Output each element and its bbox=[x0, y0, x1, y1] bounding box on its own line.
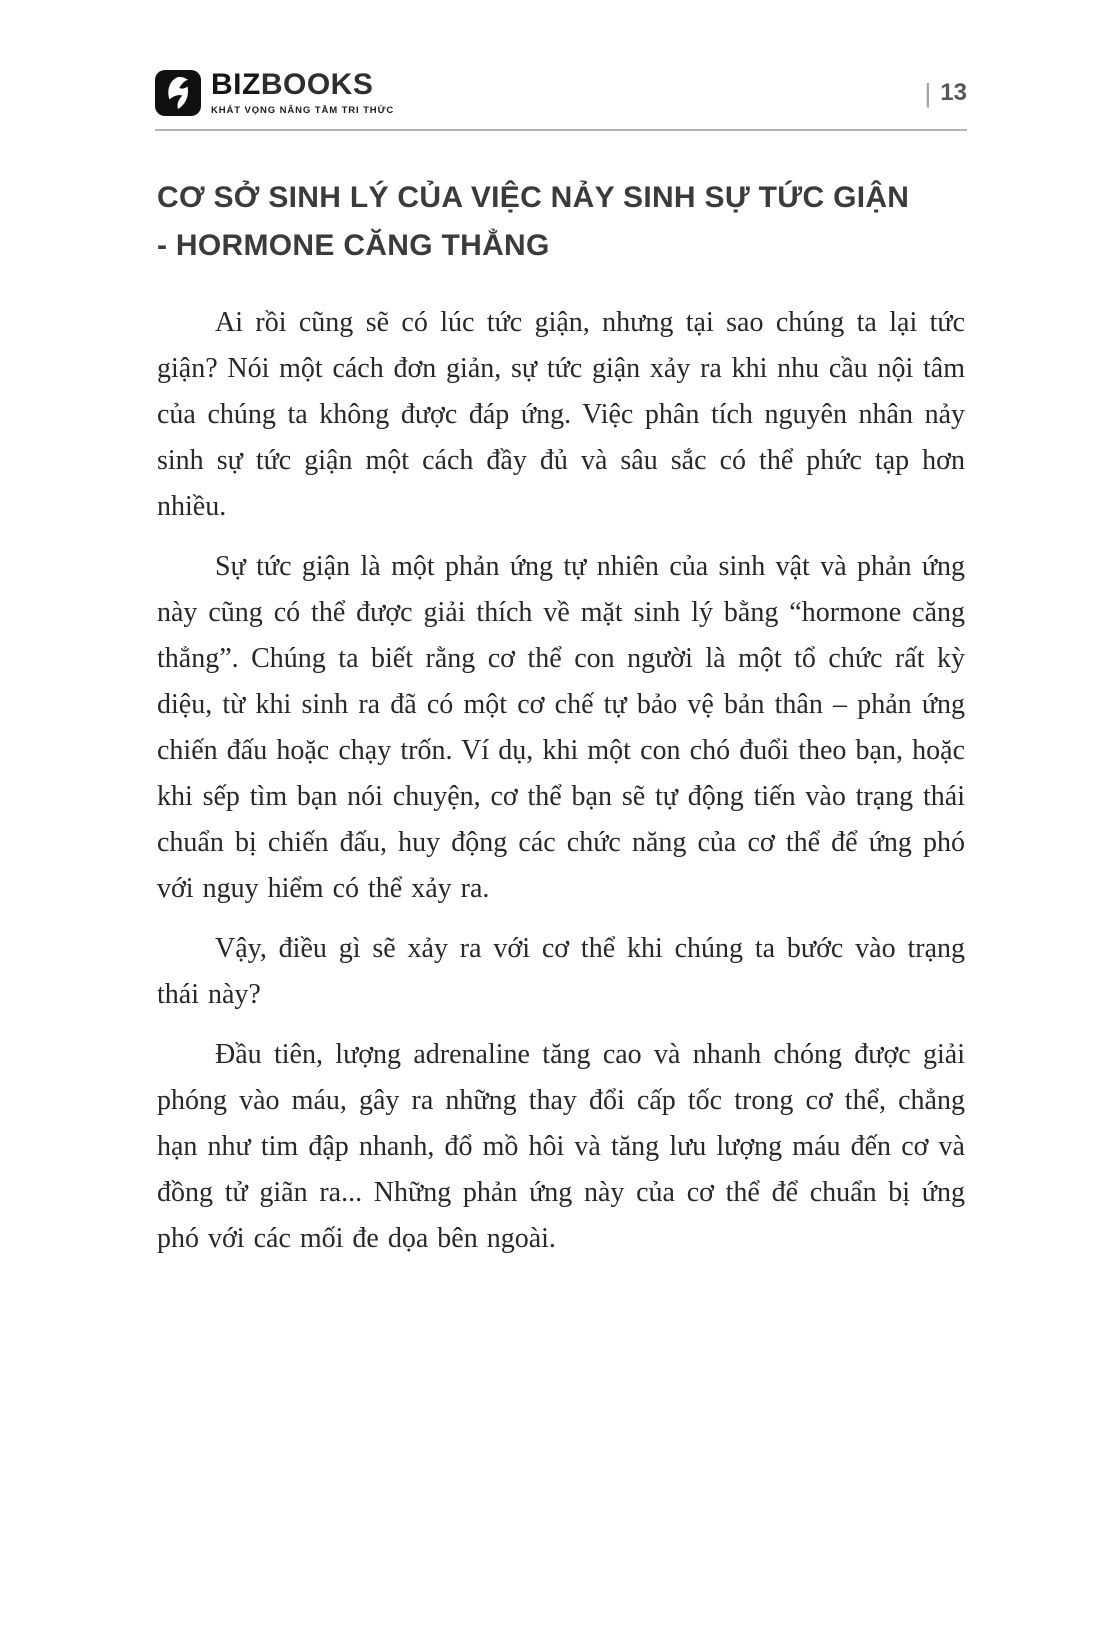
brand-tagline: KHÁT VỌNG NÂNG TẦM TRI THỨC bbox=[211, 105, 395, 116]
brand-text bbox=[211, 70, 394, 116]
chapter-heading-line-2: - HORMONE CĂNG THẲNG bbox=[157, 229, 550, 262]
publisher-brand bbox=[155, 70, 394, 116]
chapter-heading-line-1: CƠ SỞ SINH LÝ CỦA VIỆC NẢY SINH SỰ TỨC GIẬN bbox=[157, 181, 910, 214]
brand-name-biz: BIZ bbox=[211, 68, 261, 101]
page-number-divider: | bbox=[924, 78, 932, 108]
brand-name bbox=[211, 70, 394, 100]
paragraph: Ai rồi cũng sẽ có lúc tức giận, nhưng tại sao chúng ta lại tức giận? Nói một cách đơn giản, sự tức giận xảy ra khi nhu cầu nội tâm của chúng ta không được đáp ứng. Việc phân tích nguyên nhân nảy sinh sự tức giận một cách đầy đủ và sâu sắc có thể phức tạp hơn nhiều. bbox=[157, 307, 965, 522]
page-number bbox=[925, 79, 967, 107]
paragraph: Sự tức giận là một phản ứng tự nhiên của sinh vật và phản ứng này cũng có thể được giải thích về mặt sinh lý bằng “hormone căng thẳng”. Chúng ta biết rằng cơ thể con người là một tổ chức rất kỳ diệu, từ khi sinh ra đã có một cơ chế tự bảo vệ bản thân – phản ứng chiến đấu hoặc chạy trốn. Ví dụ, khi một con chó đuổi theo bạn, hoặc khi sếp tìm bạn nói chuyện, cơ thể bạn sẽ tự động tiến vào trạng thái chuẩn bị chiến đấu, huy động các chức năng của cơ thể để ứng phó với nguy hiểm có thể xảy ra. bbox=[157, 551, 965, 904]
brand-name-books: BOOKS bbox=[260, 68, 374, 101]
bizbooks-logo-icon bbox=[155, 70, 201, 116]
paragraph: Vậy, điều gì sẽ xảy ra với cơ thể khi chúng ta bước vào trạng thái này? bbox=[157, 933, 965, 1010]
header-divider-rule bbox=[155, 129, 967, 131]
chapter-heading bbox=[157, 174, 965, 270]
page-content bbox=[157, 174, 965, 1276]
paragraph: Đầu tiên, lượng adrenaline tăng cao và nhanh chóng được giải phóng vào máu, gây ra những thay đổi cấp tốc trong cơ thể, chẳng hạn như tim đập nhanh, đổ mồ hôi và tăng lưu lượng máu đến cơ và đồng tử giãn ra... Những phản ứng này của cơ thể để chuẩn bị ứng phó với các mối đe dọa bên ngoài. bbox=[157, 1039, 965, 1254]
body-text bbox=[157, 300, 965, 1262]
page-number-value: 13 bbox=[940, 79, 967, 106]
page-header bbox=[155, 70, 967, 116]
